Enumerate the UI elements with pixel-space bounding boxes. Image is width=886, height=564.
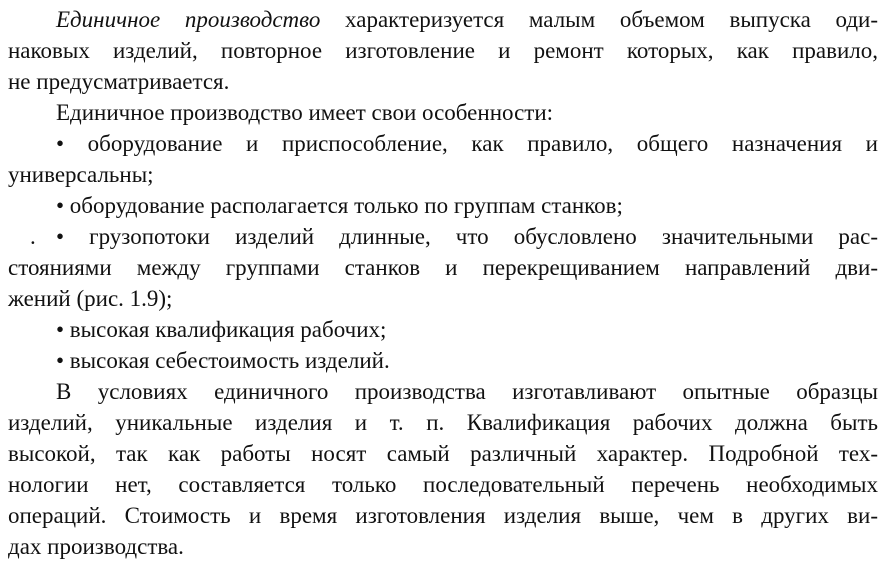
text-line: изделий, уникальные изделия и т. п. Квалификация рабочих должна быть — [8, 410, 878, 435]
text-line: жений (рис. 1.9); — [8, 286, 173, 311]
text-line: • высокая квалификация рабочих; — [56, 317, 387, 342]
paragraph-features-intro — [8, 97, 878, 128]
paragraph-conditions — [8, 376, 878, 562]
text-line — [8, 221, 878, 252]
text-fragment: характеризуется малым объемом выпуска оди- — [320, 7, 879, 32]
text-line: Единичное производство имеет свои особенности: — [56, 100, 554, 125]
bullet-list — [8, 128, 878, 376]
list-item — [8, 314, 878, 345]
text-line: наковых изделий, повторное изготовление и ремонт которых, как правило, — [8, 38, 878, 63]
list-item — [8, 345, 878, 376]
text-line: стояниями между группами станков и перекрещиванием направлений дви- — [8, 255, 878, 280]
text-line: В условиях единичного производства изготавливают опытные образцы — [56, 379, 878, 404]
text-line: нологии нет, составляется только последовательный перечень необходимых — [8, 472, 878, 497]
list-item — [8, 221, 878, 314]
text-line: высокой, так как работы носят самый различный характер. Подробной тех- — [8, 441, 878, 466]
list-item — [8, 128, 878, 190]
text-line: не предусматривается. — [8, 69, 230, 94]
text-line: дах производства. — [8, 534, 184, 559]
stray-mark: . — [30, 224, 36, 249]
text-fragment: • грузопотоки изделий длинные, что обусловлено значительными рас- — [56, 224, 878, 249]
text-line: • оборудование располагается только по группам станков; — [56, 193, 623, 218]
text-line: • высокая себестоимость изделий. — [56, 348, 390, 373]
text-line: операций. Стоимость и время изготовления изделия выше, чем в других ви- — [8, 503, 878, 528]
list-item — [8, 190, 878, 221]
text-line: универсальны; — [8, 162, 154, 187]
text-line: • оборудование и приспособление, как правило, общего назначения и — [56, 131, 878, 156]
italic-term: Единичное производство — [56, 7, 321, 32]
text-line — [8, 4, 878, 35]
paragraph-definition — [8, 4, 878, 97]
